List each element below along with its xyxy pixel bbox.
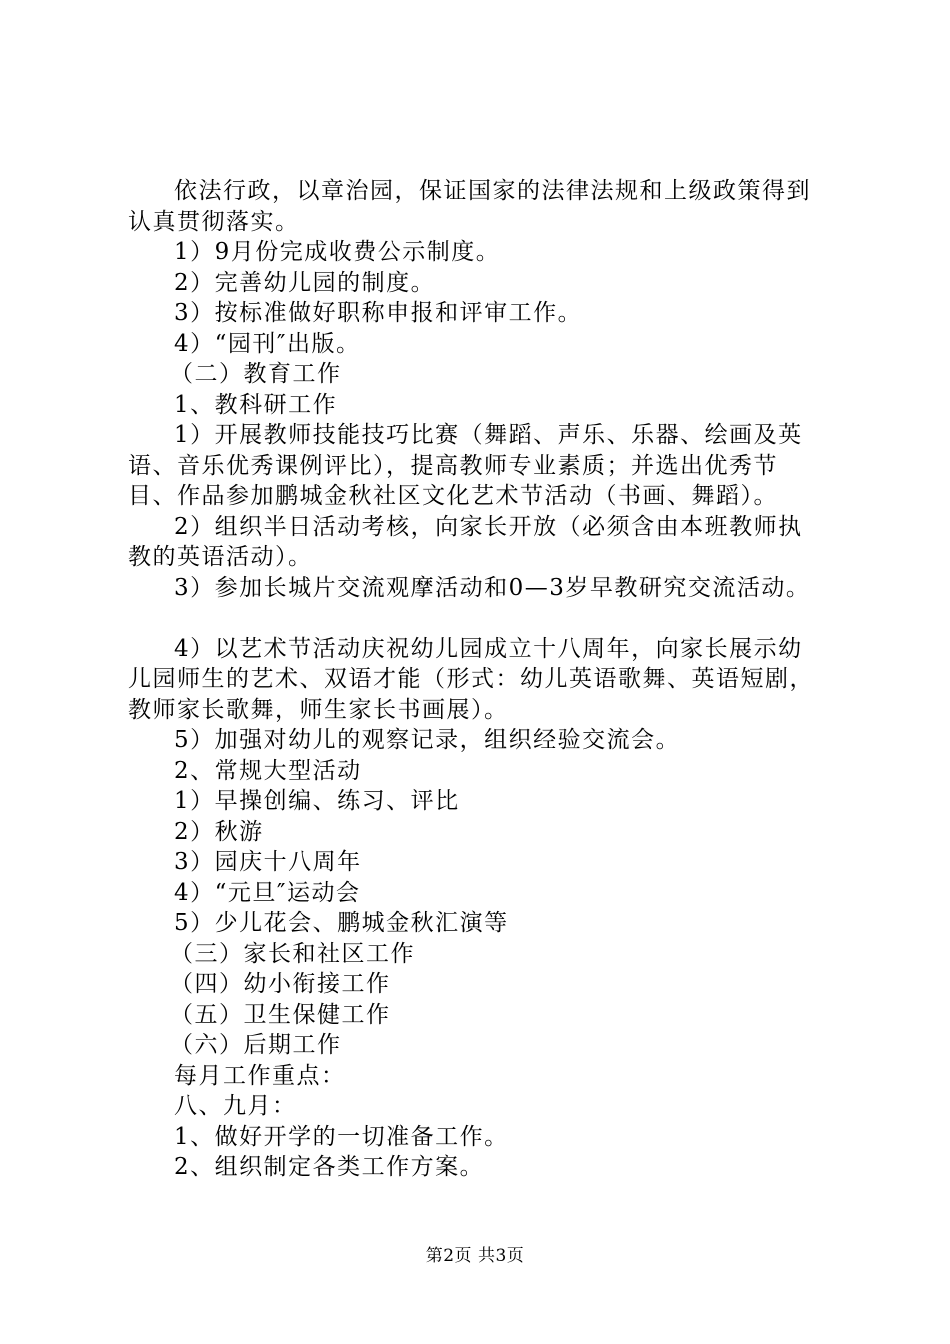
list-item: 4）“元旦″运动会 <box>174 879 361 906</box>
blank-line <box>128 603 836 634</box>
paragraph-line: 3）参加长城片交流观摩活动和0—3岁早教研究交流活动。 <box>174 574 811 601</box>
paragraph-line: 语、音乐优秀课例评比），提高教师专业素质；并选出优秀节 <box>128 452 778 479</box>
list-item: 5）少儿花会、鹏城金秋汇演等 <box>174 910 509 936</box>
paragraph-line: 认真贯彻落实。 <box>128 208 300 235</box>
paragraph-line: 教师家长歌舞，师生家长书画展）。 <box>128 696 509 723</box>
paragraph-line: 目、作品参加鹏城金秋社区文化艺术节活动（书画、舞蹈）。 <box>128 483 778 509</box>
subsection-heading: 1、教科研工作 <box>174 391 338 418</box>
list-item: 3）按标准做好职称申报和评审工作。 <box>174 300 583 326</box>
subsection-heading: 八、九月： <box>174 1093 297 1119</box>
section-heading: （四）幼小衔接工作 <box>170 971 391 997</box>
list-item: 1）9月份完成收费公示制度。 <box>174 239 501 265</box>
section-heading: （二）教育工作 <box>170 361 342 387</box>
list-item: 2）完善幼儿园的制度。 <box>174 269 436 296</box>
list-item: 2、组织制定各类工作方案。 <box>174 1154 485 1180</box>
section-heading: （六）后期工作 <box>170 1032 342 1058</box>
list-item: 3）园庆十八周年 <box>174 849 362 875</box>
paragraph-line: 4）以艺术节活动庆祝幼儿园成立十八周年，向家长展示幼 <box>174 635 803 662</box>
section-heading: 每月工作重点： <box>174 1062 346 1089</box>
page-number-footer: 第2页 共3页 <box>425 1246 525 1266</box>
list-item: 1）早操创编、练习、评比 <box>174 788 460 814</box>
paragraph-line: 依法行政，以章治园，保证国家的法律法规和上级政策得到 <box>174 178 811 204</box>
list-item: 4）“园刊″出版。 <box>174 330 361 357</box>
list-item: 5）加强对幼儿的观察记录，组织经验交流会。 <box>174 727 681 753</box>
list-item: 1、做好开学的一切准备工作。 <box>174 1123 509 1150</box>
list-item: 2）秋游 <box>174 818 264 845</box>
document-body <box>128 176 836 1183</box>
section-heading: （三）家长和社区工作 <box>170 940 415 967</box>
paragraph-line: 儿园师生的艺术、双语才能（形式：幼儿英语歌舞、英语短剧， <box>128 666 814 692</box>
subsection-heading: 2、常规大型活动 <box>174 757 362 784</box>
section-heading: （五）卫生保健工作 <box>170 1001 391 1028</box>
paragraph-line: 2）组织半日活动考核，向家长开放（必须含由本班教师执 <box>174 513 803 540</box>
paragraph-line: 1）开展教师技能技巧比赛（舞蹈、声乐、乐器、绘画及英 <box>174 422 803 448</box>
paragraph-line: 教的英语活动）。 <box>128 544 313 570</box>
